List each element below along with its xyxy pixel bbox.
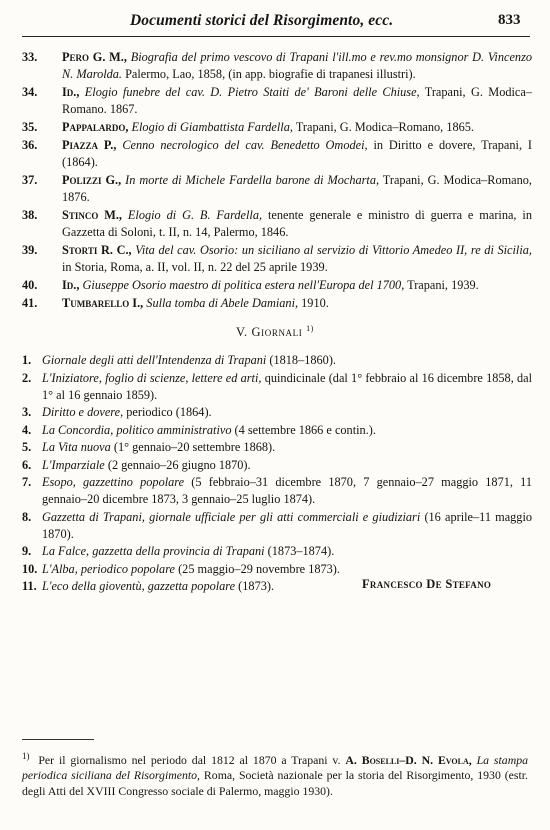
journal-details: (1873). [238,579,275,593]
journal-title: Giornale degli atti dell'Intendenza di Trapani [42,353,267,367]
entry-title: Biografia del primo vescovo di Trapani l'ill.mo e rev.mo monsignor D. Vincenzo N. Marolda. [62,50,533,81]
journal-details: (16 aprile–11 maggio 1870). [42,509,533,541]
section-heading [0,324,550,340]
journal-number: 11. [22,579,37,593]
bibliography-entry [22,137,532,171]
footnote-author: A. Boselli–D. N. Evola, [345,752,472,767]
journal-title: La Vita nuova [42,440,111,454]
entry-publication: Trapani, G. Modica–Romano. 1867. [62,85,532,116]
journal-entry [22,404,532,421]
footnote-marker: 1) [22,751,30,761]
journal-number: 7. [22,475,32,489]
entry-publication: 1910. [301,296,329,310]
journal-title: La Concordia, politico amministrativo [42,422,232,437]
entry-number: 36. [22,138,38,152]
entry-title: Giuseppe Osorio maestro di politica estera nell'Europa del 1700, [82,278,405,292]
author-signature: Francesco De Stefano [362,577,492,591]
running-title: Documenti storici del Risorgimento, ecc. [130,12,394,29]
entry-publication: in Storia, Roma, a. II, vol. II, n. 22 del 25 aprile 1939. [62,260,328,274]
entry-title: Sulla tomba di Abele Damiani, [146,296,299,310]
bibliography-list [22,49,532,313]
page-header [0,12,550,34]
entry-publication: Palermo, Lao, 1858, (in app. biografie di trapanesi illustri). [125,67,416,81]
journal-entry [22,543,532,560]
entry-publication: in Diritto e dovere, Trapani, I (1864). [62,138,532,169]
footnote-title: La stampa periodica siciliana del Risorgimento, [22,752,529,783]
header-rule [22,36,530,37]
journal-number: 5. [22,440,32,454]
entry-number: 40. [22,278,38,292]
journal-details: (1873–1874). [267,544,335,558]
entry-number: 38. [22,208,38,222]
entry-publication: Trapani, 1939. [407,278,479,292]
journal-title: La Falce, gazzetta della provincia di Trapani [42,544,265,558]
journal-number: 4. [22,422,32,437]
journal-number: 1. [22,353,32,367]
entry-author: Storti R. C., [62,243,132,257]
journal-entry [22,509,532,543]
journal-details: periodico (1864). [126,405,212,419]
bibliography-entry [22,84,532,118]
footnote-rule [22,739,94,740]
entry-title: Cenno necrologico del cav. Benedetto Omodei, [122,138,368,152]
journal-number: 8. [22,509,32,524]
bibliography-entry [22,277,532,294]
journal-entry [22,370,532,404]
journal-entry [22,457,532,474]
entry-number: 37. [22,173,38,187]
footnote-reference[interactable]: 1) [306,324,314,333]
entry-publication: Trapani, G. Modica–Romano, 1865. [295,120,474,134]
journal-title: Gazzetta di Trapani, giornale ufficiale per gli atti commerciali e giudiziari [42,509,421,524]
bibliography-entry [22,242,532,276]
journal-number: 2. [22,370,32,385]
entry-author: Polizzi G., [62,173,122,187]
journal-entry [22,439,532,456]
journal-details: quindicinale (dal 1° febbraio al 16 dicembre 1858, dal 1° al 16 gennaio 1859). [42,370,533,402]
bibliography-entry [22,49,532,83]
journal-details: (25 maggio–29 novembre 1873). [178,561,340,576]
journal-details: (2 gennaio–26 giugno 1870). [107,457,251,472]
entry-author: Tumbarello I., [62,296,144,310]
entry-author: Piazza P., [62,138,117,152]
journal-title: L'eco della gioventù, gazzetta popolare [42,579,236,593]
journal-details: (1818–1860). [269,353,336,367]
journal-title: L'Imparziale [42,457,105,472]
bibliography-entry [22,119,532,136]
entry-title: In morte di Michele Fardella barone di Mocharta, [125,173,380,187]
journal-entry [22,474,532,508]
section-title: Giornali [251,325,303,340]
bibliography-entry [22,207,532,241]
bibliography-entry [22,295,532,312]
journal-entry [22,352,532,369]
journal-title: L'Iniziatore, foglio di scienze, lettere ed arti, [42,370,262,385]
journal-number: 9. [22,544,32,558]
entry-author: Id., [62,278,80,292]
footnote [22,749,528,799]
bibliography-entry [22,172,532,206]
journal-number: 10. [22,561,38,576]
journal-details: (4 settembre 1866 e contin.). [234,422,376,437]
journal-title: Diritto e dovere, [42,405,124,419]
journals-list [22,352,532,596]
entry-publication: Trapani, G. Modica–Romano, 1876. [62,173,532,204]
entry-title: Elogio di Giambattista Fardella, [131,120,293,134]
journal-title: L'Alba, periodico popolare [42,561,175,576]
entry-title: Vita del cav. Osorio: un siciliano al servizio di Vittorio Amedeo II, re di Sicilia, [135,243,532,257]
journal-entry [22,561,532,578]
footnote-text-after: Roma, Società nazionale per la storia del Risorgimento, 1930 (estr. degli Atti del XVIII Congresso sociale di Palermo, maggio 1930). [22,768,529,798]
entry-title: Elogio di G. B. Fardella, [127,208,263,222]
entry-publication: tenente generale e ministro di guerra e marina, in Gazzetta di Soloni, t. II, n. 14, Palermo, 1846. [62,208,532,239]
journal-number: 3. [22,405,32,419]
page-number: 833 [498,12,521,28]
entry-author: Id., [62,85,80,99]
entry-number: 39. [22,243,38,257]
entry-title: Elogio funebre del cav. D. Pietro Staiti de' Baroni delle Chiuse, [84,85,420,99]
entry-number: 34. [22,85,38,99]
entry-author: Pappalardo, [62,120,129,134]
entry-author: Pero G. M., [62,50,127,64]
section-number: V. [236,325,248,340]
journal-title: Esopo, gazzettino popolare [42,475,185,489]
journal-number: 6. [22,457,32,472]
entry-number: 33. [22,50,38,64]
journal-details: (5 febbraio–31 dicembre 1870, 7 gennaio–27 maggio 1871, 11 gennaio–20 dicembre 1873, 3 gennaio–25 luglio 1874). [42,475,532,506]
footnote-text-before: Per il giornalismo nel periodo dal 1812 al 1870 a Trapani v. [38,752,341,767]
journal-details: (1° gennaio–20 settembre 1868). [113,440,276,454]
journal-entry [22,422,532,439]
entry-number: 35. [22,120,38,134]
entry-author: Stinco M., [62,208,122,222]
entry-number: 41. [22,296,38,310]
